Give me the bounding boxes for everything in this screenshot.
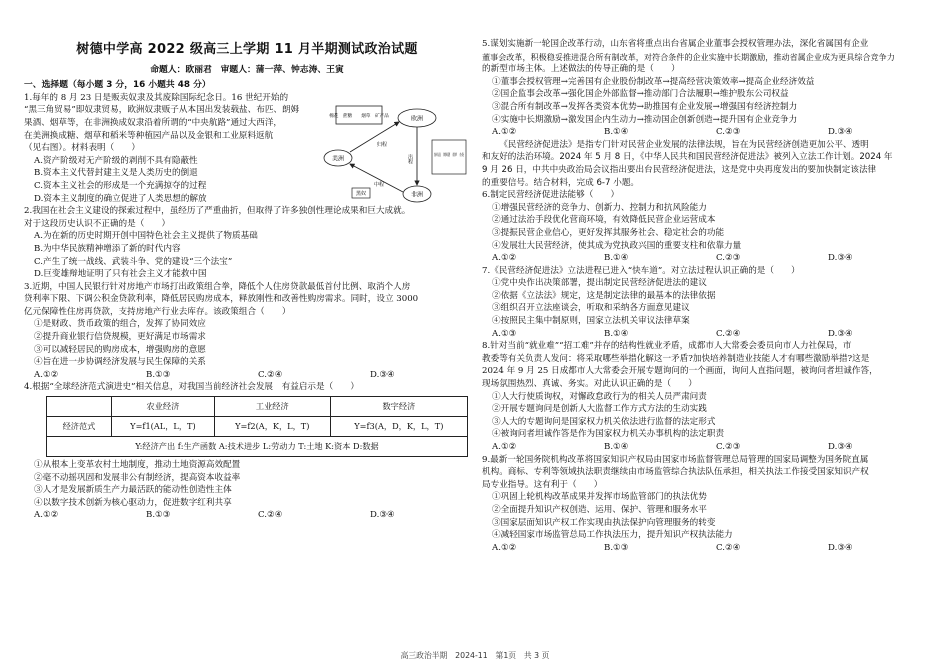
goods-box-right (432, 140, 489, 174)
answer-b: B.①③ (146, 510, 171, 521)
row-label: 经济范式 (47, 417, 112, 437)
answer-c: C.②③ (716, 442, 741, 452)
statement-2: ②通过法治手段优化营商环境，有效降低民营企业运营成本 (492, 215, 716, 226)
question-4 (24, 381, 470, 522)
return-label: 归程 (377, 142, 388, 148)
answer-row (24, 369, 470, 382)
outbound-label: 出程 (407, 154, 413, 164)
question-text: 8.针对当前“就业难”“招工难”并存的结构性就业矛盾，成都市人大常委会委员向市人力社保局，市 (482, 341, 852, 352)
answer-a: A.①② (492, 442, 517, 452)
answer-b: B.①③ (146, 369, 171, 380)
answer-d: D.③④ (370, 510, 395, 521)
triangle-trade-diagram (322, 104, 489, 206)
answer-row (482, 252, 928, 265)
statement-3: ③人大的专题询问是国家权力机关依法进行监督的法定形式 (492, 416, 716, 427)
answer-d: D.③④ (828, 253, 853, 264)
statement-1: ①增强民营经济的竞争力、创新力、控制力和抗风险能力 (492, 202, 707, 213)
question-5 (482, 38, 928, 139)
answer-b: B.①④ (604, 127, 629, 138)
question-text: 在美洲换成糖、烟草和稻米等种植园产品以及金银和工业原料返航 (24, 130, 274, 141)
question-text: 董事会改革，积极稳妥推进混合所有制改革，对符合条件的企业实施中长期激励，推动省属企业成为更具综合竞争力 (482, 51, 895, 62)
statement-2: ②国企监事会改革→强化国企外部监督→推动部门合法履职→维护股东公司权益 (492, 89, 789, 100)
answer-row (24, 509, 470, 522)
statement-3: ③组织召开立法座谈会，听取和采纳各方面意见建议 (492, 303, 690, 314)
statement-1: ①是财政、货币政策的组合，发挥了协同效应 (34, 319, 206, 330)
page-footer: 高三政治半期 2024-11 第1页 共 3 页 (400, 651, 550, 660)
question-2 (24, 205, 470, 281)
statement-1: ①巩固上轮机构改革成果并发挥市场监管部门的执法优势 (492, 492, 707, 503)
answer-row (482, 441, 928, 454)
answer-a: A.①② (492, 542, 517, 553)
table-header (47, 397, 112, 417)
answer-d: D.③④ (370, 369, 395, 380)
answer-row (482, 126, 928, 139)
answer-b: B.①③ (604, 542, 629, 553)
question-3 (24, 281, 470, 382)
statement-1: ①董事会授权管理→完善国有企业股份制改革→提高经营决策效率→提高企业经济效益 (492, 76, 815, 87)
question-text: 教委等有关负责人发问：将采取哪些举措化解这一矛盾?加快培养制造业技能人才有哪些激励举措?这是 (482, 353, 870, 364)
answer-row (482, 328, 928, 341)
statement-4: ④减轻国家市场监管总局工作执法压力，提升知识产权执法能力 (492, 530, 733, 541)
statement-2: ②开展专题询问是创新人大监督工作方式方法的生动实践 (492, 404, 707, 415)
answer-d: D.③④ (828, 442, 853, 452)
statement-3: ③可以减轻居民的购房成本，增强购房的意愿 (34, 344, 206, 355)
question-text: 9.最新一轮国务院机构改革将国家知识产权局由国家市场监督管理总局管理的国家局调整为国务院直属 (482, 454, 869, 465)
passage-text: 《民营经济促进法》是指专门针对民营企业发展的法律法规，旨在为民营经济创造更加公平、透明 (499, 139, 869, 150)
left-column (24, 0, 489, 522)
statement-1: ①从根本上变革农村土地制度，推动土地资源高效配置 (34, 460, 241, 471)
option-c: C.资本主义社会的形成是一个充满掠夺的过程 (34, 180, 207, 191)
option-b: B.资本主义代替封建主义是人类历史的倒退 (34, 168, 198, 179)
question-text: 对于这段历史认识不正确的是（ ） (24, 218, 171, 229)
goods-label-right: 纺织品 朗姆酒 烟草 杂货 (434, 152, 489, 157)
statement-4: ④旨在进一步协调经济发展与民生保障的关系 (34, 357, 206, 368)
page-title: 树德中学高 2022 级高三上学期 11 月半期测试政治试题 (76, 42, 418, 57)
answer-c: C.②④ (716, 328, 741, 339)
table-header: 数字经济 (330, 397, 467, 417)
answer-c: C.②④ (258, 369, 283, 380)
option-d: D.巨变雄辩地证明了只有社会主义才能救中国 (34, 269, 207, 280)
question-text: 局专业指导。这有利于（ ） (482, 479, 603, 490)
statement-1: ①党中央作出决策部署，提出制定民营经济促进法的建议 (492, 278, 707, 289)
answer-a: A.①③ (492, 328, 517, 339)
statement-4: ④发展壮大民营经济，使其成为党执政兴国的重要支柱和依靠力量 (492, 240, 742, 251)
statement-4: ④以数字技术创新为核心驱动力，促进数字红利共享 (34, 497, 232, 508)
question-text: 的新型市场主体。上述做法的传导正确的是（ ） (482, 64, 680, 75)
question-text: （见右图）。材料表明（ ） (24, 143, 141, 154)
table-header: 农业经济 (112, 397, 215, 417)
statement-3: ③混合所有制改革→发挥各类资本优势→助推国有企业发展→增强国有经济控制力 (492, 101, 798, 112)
answer-a: A.①② (34, 510, 59, 521)
statement-2: ②依据《立法法》规定，这是制定法律的最基本的法律依据 (492, 290, 716, 301)
option-b: B.为中华民族精神增添了新的时代内容 (34, 243, 181, 254)
right-column (482, 38, 928, 554)
question-text: 2024 年 9 月 25 日成都市人大常委会开展专题询问的一个画面，询问人直指问题，被询问者坦诚作答， (482, 366, 878, 377)
answer-row (482, 542, 928, 555)
option-d: D.资本主义制度的确立促进了人类思想的解放 (34, 193, 207, 204)
question-text: 机构。商标、专利等领域执法职责继续由市场监管综合执法队伍承担，相关执法工作接受国家知识产权 (482, 467, 869, 478)
question-6 (482, 189, 928, 265)
question-text: 7.《民营经济促进法》立法进程已进入“快车道”。对立法过程认识正确的是（ ） (482, 265, 800, 276)
answer-b: B.①④ (604, 442, 629, 452)
question-text: 贷利率下限、下调公积金贷款利率，降低居民购房成本，释放刚性和改善性购房需求。同时，设立 3000 (24, 294, 419, 305)
section-heading: 一、选择题（每小题 3 分，16 小题共 48 分） (24, 80, 211, 91)
statement-4: ④实施中长期激励→激发国企内生动力→推动国企创新创造→提升国有企业竞争力 (492, 114, 798, 125)
answer-d: D.③④ (828, 127, 853, 138)
answer-c: C.②③ (716, 127, 741, 138)
passage-6-7 (482, 139, 928, 189)
statement-3: ③提振民营企业信心，更好发挥其服务社会、稳定社会的功能 (492, 227, 725, 238)
statement-3: ③人才是发展新质生产力最活跃的能动性创造性主体 (34, 485, 232, 496)
answer-c: C.②③ (716, 253, 741, 264)
statement-2: ②提升商业银行信贷规模，更好满足市场需求 (34, 332, 206, 343)
question-text: 4.根据“全球经济范式演进史”相关信息，对我国当前经济社会发展 有益启示是（ ） (24, 382, 359, 393)
question-text: 6.制定民营经济促进法能够（ ） (482, 190, 620, 201)
question-text: 1.每年的 8 月 23 日是贩卖奴隶及其废除国际纪念日。16 世纪开始的 (24, 92, 289, 103)
statement-1: ①人大行使质询权，对懈政怠政行为的相关人员严肃问责 (492, 391, 707, 402)
answer-d: D.③④ (828, 542, 853, 553)
question-text: 2.我国在社会主义建设的探索过程中，虽经历了严重曲折，但取得了许多独创性理论成果和巨大成就。 (24, 206, 411, 217)
middle-label: 中程 (374, 182, 385, 188)
answer-a: A.①② (492, 253, 517, 264)
question-text: 3.近期，中国人民银行针对房地产市场打出政策组合拳，降低个人住房贷款最低首付比例、取消个人房 (24, 281, 411, 292)
option-c: C.产生了统一战线、武装斗争、党的建设“三个法宝” (34, 256, 233, 267)
return-arrow (350, 122, 399, 152)
passage-text: 的重要信号。结合材料，完成 6-7 小题。 (482, 177, 640, 188)
statement-3: ③国家层面知识产权工作实现由执法保护向管理服务的转变 (492, 517, 716, 528)
question-text: 现场氛围热烈、真诚、务实。对此认识正确的是（ ） (482, 379, 697, 390)
question-7 (482, 265, 928, 341)
answer-a: A.①② (34, 369, 59, 380)
table-legend: Y:经济产出 f:生产函数 A:技术进步 L:劳动力 T:土地 K:资本 D:数据 (47, 437, 468, 457)
question-text: 亿元保障性住房再贷款，支持房地产行业去库存。该政策组合（ ） (24, 306, 291, 317)
question-9 (482, 454, 928, 555)
authors-line: 命题人：欧丽君 审题人：蒲一萍、钟志涛、王寅 (150, 64, 344, 75)
answer-b: B.①④ (604, 253, 629, 264)
statement-4: ④被询问者坦诚作答是作为国家权力机关办事机构的法定职责 (492, 429, 725, 440)
passage-text: 9 月 26 日，中共中央政治局会议指出要出台民营经济促进法，这是党中央再度发出的要加快制定该法律 (482, 164, 877, 175)
table-cell: Y=f3(A，D，K，L，T) (330, 417, 467, 437)
statement-2: ②毫不动摇巩固和发展非公有制经济，提高资本收益率 (34, 472, 241, 483)
question-text: 5.谋划实施新一轮国企改革行动，山东省将重点出台省属企业董事会授权管理办法，深化省属国有企业 (482, 39, 869, 49)
option-a: A.为在新的历史时期开创中国特色社会主义提供了物质基础 (34, 231, 258, 242)
option-a: A.资产阶级对无产阶级的剥削不具有隐蔽性 (34, 155, 198, 166)
answer-a: A.①② (492, 127, 517, 138)
answer-d: D.③④ (828, 328, 853, 339)
table-cell: Y=f1(AL，L，T) (112, 417, 215, 437)
table-cell: Y=f2(A，K，L，T) (214, 417, 330, 437)
table-header: 工业经济 (214, 397, 330, 417)
statement-4: ④按照民主集中制原则，国家立法机关审议法律草案 (492, 316, 690, 327)
america-label: 美洲 (331, 155, 345, 163)
africa-label: 非洲 (410, 191, 424, 199)
passage-text: 和友好的法治环境。2024 年 5 月 8 日，《中华人民共和国民营经济促进法》被列入立法工作计划。2024 年 (482, 152, 893, 163)
answer-c: C.②④ (716, 542, 741, 553)
goods-label-top: 棉花 蔗糖 烟草 矿产品 (329, 114, 389, 119)
question-1 (24, 92, 320, 205)
question-text: “黑三角贸易”即奴隶贸易，欧洲奴隶贩子从本国出发装载盐、布匹、朗姆 (24, 105, 300, 116)
answer-c: C.②④ (258, 510, 283, 521)
economic-paradigm-table (46, 396, 468, 457)
europe-label: 欧洲 (410, 115, 424, 123)
statement-2: ②全面提升知识产权创造、运用、保护、管理和服务水平 (492, 504, 707, 515)
question-text: 果酒、烟草等，在非洲换成奴隶沿着所谓的“中央航路”通过大西洋， (24, 117, 283, 128)
answer-b: B.①④ (604, 328, 629, 339)
question-8 (482, 340, 928, 453)
slaves-label: 黑奴 (355, 191, 367, 197)
